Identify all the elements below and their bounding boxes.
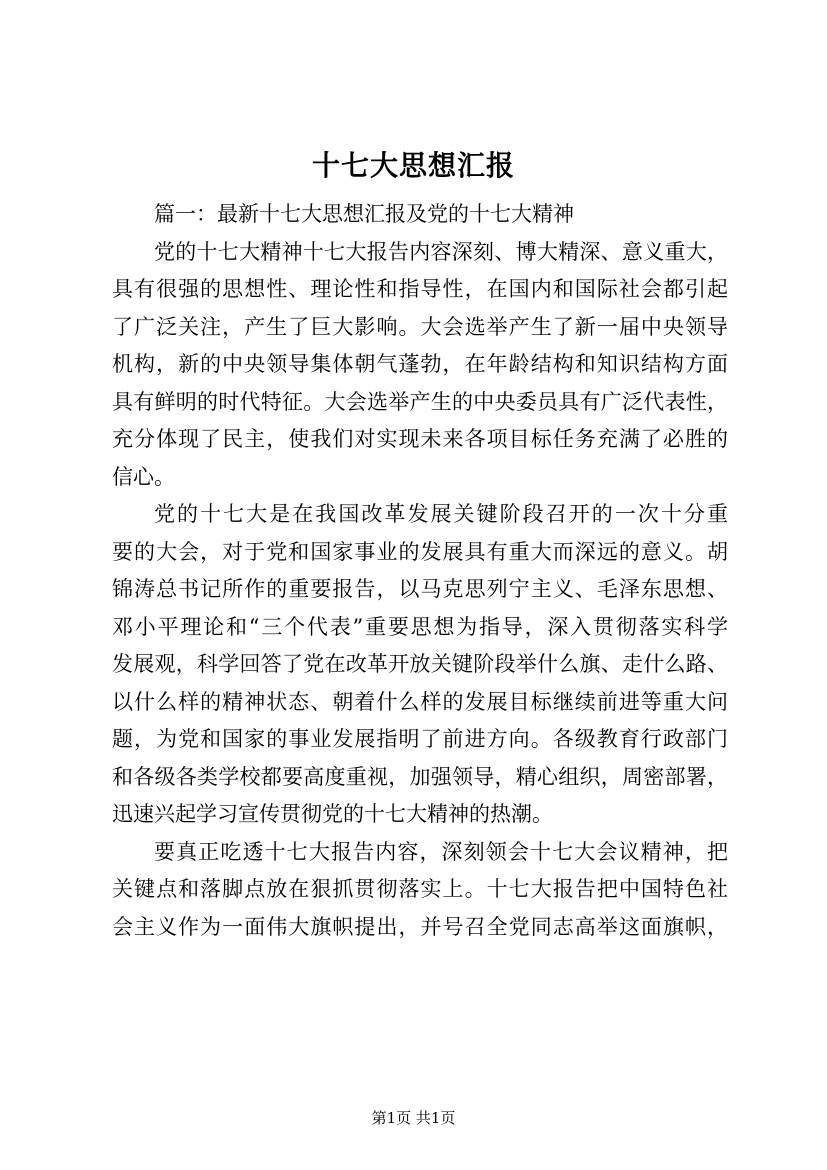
paragraph-line: 要的大会，对于党和国家事业的发展具有重大而深远的意义。胡 [112, 539, 728, 564]
paragraph-line: 锦涛总书记所作的重要报告，以马克思列宁主义、毛泽东思想、 [112, 577, 728, 601]
section-heading: 篇一：最新十七大思想汇报及党的十七大精神 [154, 202, 574, 226]
paragraph-line: 会主义作为一面伟大旗帜提出，并号召全党同志高举这面旗帜， [112, 914, 728, 939]
paragraph-line: 党的十七大是在我国改革发展关键阶段召开的一次十分重 [154, 502, 728, 526]
paragraph-line: 党的十七大精神十七大报告内容深刻、博大精深、意义重大， [154, 239, 728, 264]
paragraph-line: 题，为党和国家的事业发展指明了前进方向。各级教育行政部门 [112, 727, 728, 751]
page-footer: 第1页 共1页 [371, 1109, 456, 1127]
paragraph-line: 具有鲜明的时代特征。大会选举产生的中央委员具有广泛代表性， [112, 389, 728, 414]
paragraph-line: 了广泛关注，产生了巨大影响。大会选举产生了新一届中央领导 [112, 314, 728, 339]
paragraph-line: 迅速兴起学习宣传贯彻党的十七大精神的热潮。 [112, 802, 553, 826]
paragraph-line: 具有很强的思想性、理论性和指导性，在国内和国际社会都引起 [112, 277, 728, 301]
paragraph-line: 充分体现了民主，使我们对实现未来各项目标任务充满了必胜的 [112, 427, 728, 451]
document-body [112, 196, 728, 946]
paragraph-line: 和各级各类学校都要高度重视，加强领导，精心组织，周密部署， [112, 764, 728, 789]
paragraph-line: 机构，新的中央领导集体朝气蓬勃，在年龄结构和知识结构方面 [112, 352, 728, 376]
paragraph-line: 要真正吃透十七大报告内容，深刻领会十七大会议精神，把 [154, 839, 728, 864]
paragraph-line: 信心。 [112, 464, 175, 489]
paragraph-line: 以什么样的精神状态、朝着什么样的发展目标继续前进等重大问 [112, 689, 728, 714]
paragraph-line: 发展观，科学回答了党在改革开放关键阶段举什么旗、走什么路、 [112, 652, 728, 676]
paragraph-line: 关键点和落脚点放在狠抓贯彻落实上。十七大报告把中国特色社 [112, 877, 728, 901]
paragraph-line: 邓小平理论和“三个代表”重要思想为指导，深入贯彻落实科学 [112, 614, 728, 639]
document-title: 十七大思想汇报 [311, 149, 515, 182]
